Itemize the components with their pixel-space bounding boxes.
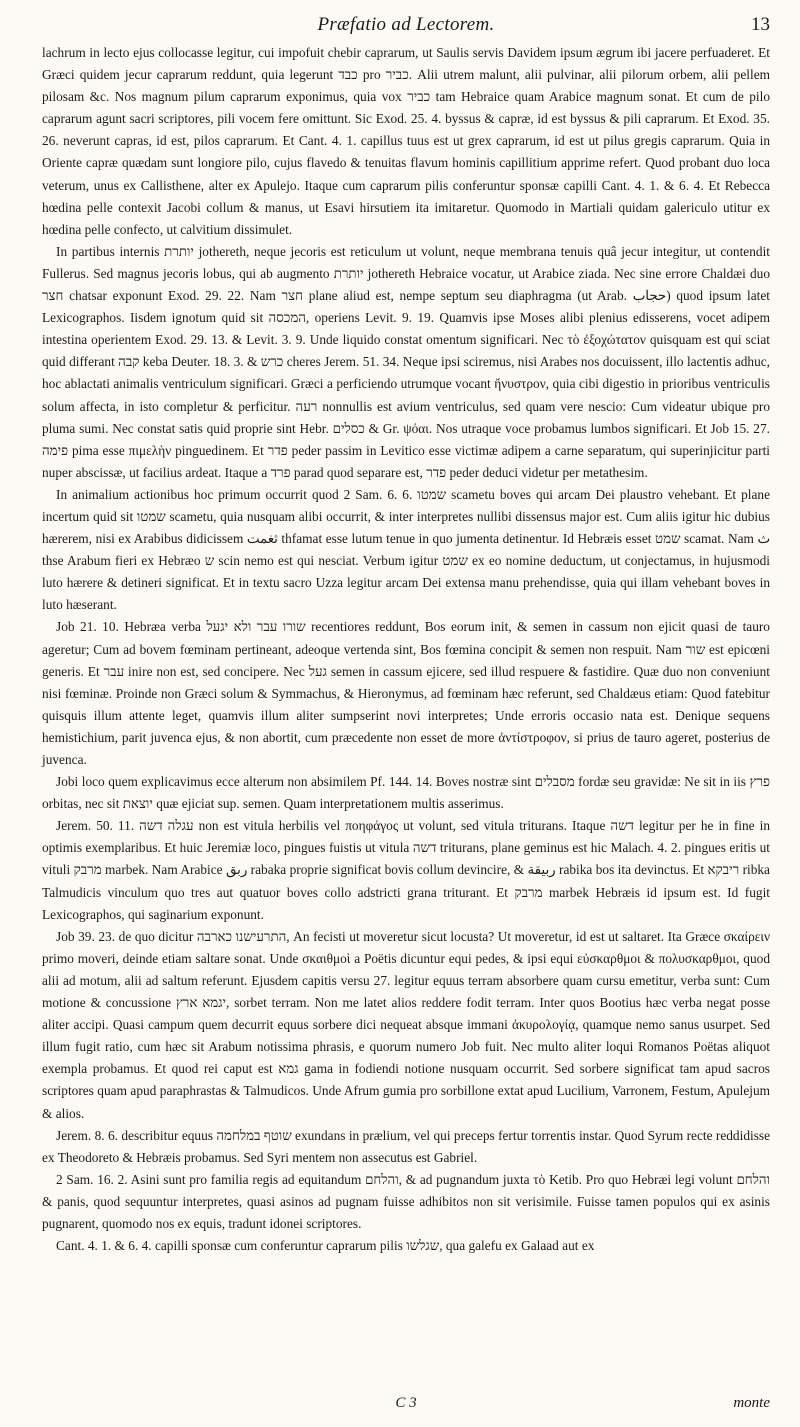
paragraph: Cant. 4. 1. & 6. 4. capilli sponsæ cum conferuntur caprarum pilis שגלשו, qua galefu ex Galaad aut ex: [56, 1238, 595, 1254]
paragraph: Job 39. 23. de quo dicitur התרעישנו כארבה, An fecisti ut moveretur sicut locusta? Ut moveretur, id est ut saltaret. Ita Græce σκαίρειν primo moveri, deinde etiam saltare sonat. Unde σκαιθμοὶ a Poëtis dicuntur equi pedes, & ipsi equi εὐσκαρθμοι & πολυσκαρθμοι, quod alii ad motum, alii ad saltum referunt. Ejusdem capitis versu 27. legitur equus terram absorbere quam cursu emetitur, verba sunt: Cum motione & concussione יגמא ארץ, sorbet terram. Non me latet alios reddere fodit terram. Inter quos Bootius hæc verba negat posse aliter accipi. Quasi campum quem decurrit equus sorbere dici nequeat absque immani ἀκυρολογίᾳ, quamque nemo sanus usurpet. Sed illum fugit ratio, cum hæc sit Arabum notissima phrasis, e quorum numero Job fuit. Nec multo aliter loqui Romanos Poëtas aliquot exempla probamus. Et quod rei caput est גמא gama in fodiendi notione nusquam occurrit. Sed sorbere significat tam apud sacros scriptores quam apud paraphrastas & Talmudicos. Unde Afrum gumia pro sorbillone extat apud Lucilium, Varronem, Festum, Apulejum & alios.: [42, 928, 771, 1121]
page-header: [42, 0, 770, 42]
paragraph: In partibus internis יותרת jothereth, neque jecoris est reticulum ut volunt, neque membrana tenuis quâ jecur integitur, ut contendit Fullerus. Sed magnus jecoris lobus, qui ab augmento יותרת jothereth Hebraice vocatur, ut Arabice ziada. Nec sine errore Chaldæi duo חצר chatsar exponunt Exod. 29. 22. Nam חצר plane aliud est, nempe septum seu diaphragma (ut Arab. حجاب) quod ipsum latet Lexicographos. Iisdem ignotum quid sit המכסה, operiens Levit. 9. 19. Quamvis ipse Moses alibi plenius edisserens, vocet adipem intestina operientem Exod. 29. 13. & Levit. 3. 9. Unde liquido constat omentum significari. Nec τὸ ἐξοχώτατον quisquam est qui sciat quid differant קבה keba Deuter. 18. 3. & כרש cheres Jerem. 51. 34. Neque ipsi sciremus, nisi Arabes nos docuissent, illo lactentis adhuc, hoc ablactati animalis ventriculum significari. Græci a perficiendo utrumque vocant ἤνυστρον, quia cibi digestio in prioribus ventriculis solum affecta, in isto completur & perficitur. רעה nonnullis est avium ventriculus, sed quam vere nescio: Cum videatur ubique pro pluma sumi. Nec constat satis quid proprie sint Hebr. כסלים & Gr. ψόαι. Nos utraque voce probamus lumbos significari. Et Job 15. 27. פימה pima esse πιμελὴν pinguedinem. Et פדר peder passim in Levitico esse victimæ adipem a carne separatum, qui superinjicitur parti nuper abscissæ, ut facilius ardeat. Itaque a פרד parad quod separare est, פדר peder deduci videtur per metathesim.: [42, 243, 771, 480]
page-number: 13: [751, 14, 770, 35]
body-text: [42, 42, 770, 1257]
paragraph: Jerem. 50. 11. עגלה דשה non est vitula herbilis vel ποηφάγος ut volunt, sed vitula triturans. Itaque דשה legitur per he in fine in optimis exemplaribus. Et huic Jeremiæ loco, pingues fuistis ut vitula דשה triturans, plane geminus est hic Malach. 4. 2. pingues eritis ut vituli מרבק marbek. Nam Arabice ربق rabaka proprie significat bovis collum devincire, & ربيقة rabika bos ita devinctus. Et ריבקא ribka Talmudicis vinculum quo tres aut quatuor boves collo adstricti grana triturant. Et מרבק marbek Hebræis id ipsum est. Id fugit Lexicographos, qui saginarium exponunt.: [42, 818, 771, 922]
signature-mark: C 3: [395, 1395, 417, 1411]
paragraph: Job 21. 10. Hebræa verba שורו עבר ולא יגעל recentiores reddunt, Bos eorum init, & semen in cassum non ejicit quasi de tauro ageretur; Cum ad bovem fœminam pertineant, adeoque vertenda sint, Bos fœmina concipit & semen non respuit. Nam שור est epicœni generis. Et עבר inire non est, sed concipere. Nec געל semen in cassum ejicere, sed illud respuere & fastidire. Quæ duo non conveniunt nisi fœminæ. Proinde non Græci solum & Symmachus, & Hieronymus, ad fœminam hæc referunt, sed Chaldæus etiam: Quod fatebitur quisquis illum attente leget, quamvis illum aliter sumpserint novi interpretes; Unde erroris occasio nata est. Denique sequens hemistichium, parit juvenca ejus, & non abortit, cum præcedente non esset de more ἀντίστροφον, si prius de tauro ageret, posterius de juvenca.: [42, 619, 770, 767]
page-footer: [42, 1395, 770, 1417]
paragraph: Jobi loco quem explicavimus ecce alterum non absimilem Pf. 144. 14. Boves nostræ sint מסבלים fordæ seu gravidæ: Ne sit in iis פרץ orbitas, nec sit יוצאת quæ ejiciat sup. semen. Quam interpretationem multis asserimus.: [42, 774, 770, 812]
catchword: monte: [733, 1395, 770, 1411]
paragraph: 2 Sam. 16. 2. Asini sunt pro familia regis ad equitandum והלחם, & ad pugnandum juxta τὸ Ketib. Pro quo Hebræi legi volunt והלחם & panis, quod sequuntur interpretes, quasi asinos ad pugnam fuisse adhibitos non sit verisimile. Fuisse tamen populos qui ex asinis pugnarent, quomodo nos ex equis, tradunt idonei scriptores.: [42, 1171, 770, 1231]
paragraph: lachrum in lecto ejus collocasse legitur, cui impofuit chebir caprarum, ut Saulis servis Davidem ipsum ægrum ibi jacere perfuaderet. Et Græci quidem jecur caprarum reddunt, quia legerunt כבד pro כביר. Alii utrem malunt, alii pulvinar, alii pilorum orbem, alii pellem pilosam &c. Nos magnum pilum caprarum exponimus, quia vox כביר tam Hebraice quam Arabice magnum sonat. Et cum de pilo caprarum agunt sacri scriptores, pili vocem fere omittunt. Sic Exod. 25. 4. byssus & capræ, id est byssus & pili caprarum. Et Exod. 35. 26. neverunt capras, id est, pilos caprarum. Et Cant. 4. 1. capillus tuus est ut grex caprarum, id est ut pilus gregis caprarum. Quia in Oriente capræ quædam sunt longiore pilo, cujus flavedo & tenuitas flavum hominis capillitium apprime refert. Quod probant duo loca veterum, unus ex Callisthene, alter ex Apulejo. Itaque cum caprarum pilis conferuntur sponsæ capilli Cant. 4. 1. & 6. 4. Et Rebecca hœdina pelle contexit Jacobi collum & manus, ut Esavi hirsutiem ita imitaretur. Quomodo in Martiali quidam galericulo utitur ex hœdina pelle confecto, ut calvitium dissimulet.: [42, 45, 770, 237]
paragraph: In animalium actionibus hoc primum occurrit quod 2 Sam. 6. 6. שמטו scametu boves qui arcam Dei plaustro vehebant. Et plane incertum quid sit שמטו scametu, quia nusquam alibi occurrit, & inter interpretes nullibi dissensus major est. Cum aliis igitur hic dubius hærerem, nisi ex Arabibus didicissem ثغمت thfamat esse lutum tenue in quo jumenta detinentur. Id Hebræis esset שמט scamat. Nam ث thse Arabum fieri ex Hebræo ש scin nemo est qui nesciat. Verbum igitur שמט ex eo nomine deductum, ut conjectamus, in hujusmodi luto hærere & detineri significat. Et in textu sacro Uzza legitur arcam Dei extensa manu prehendisse, quia qui illam vehebant boves in luto hæserant.: [42, 486, 770, 613]
paragraph: Jerem. 8. 6. describitur equus שוטף במלחמה exundans in prælium, vel qui preceps fertur torrentis instar. Quod Syrum recte reddidisse ex Theodoreto & Hebræis probamus. Sed Syri mentem non assecutus est Gabriel.: [42, 1127, 771, 1165]
running-title: Præfatio ad Lectorem.: [317, 14, 495, 35]
